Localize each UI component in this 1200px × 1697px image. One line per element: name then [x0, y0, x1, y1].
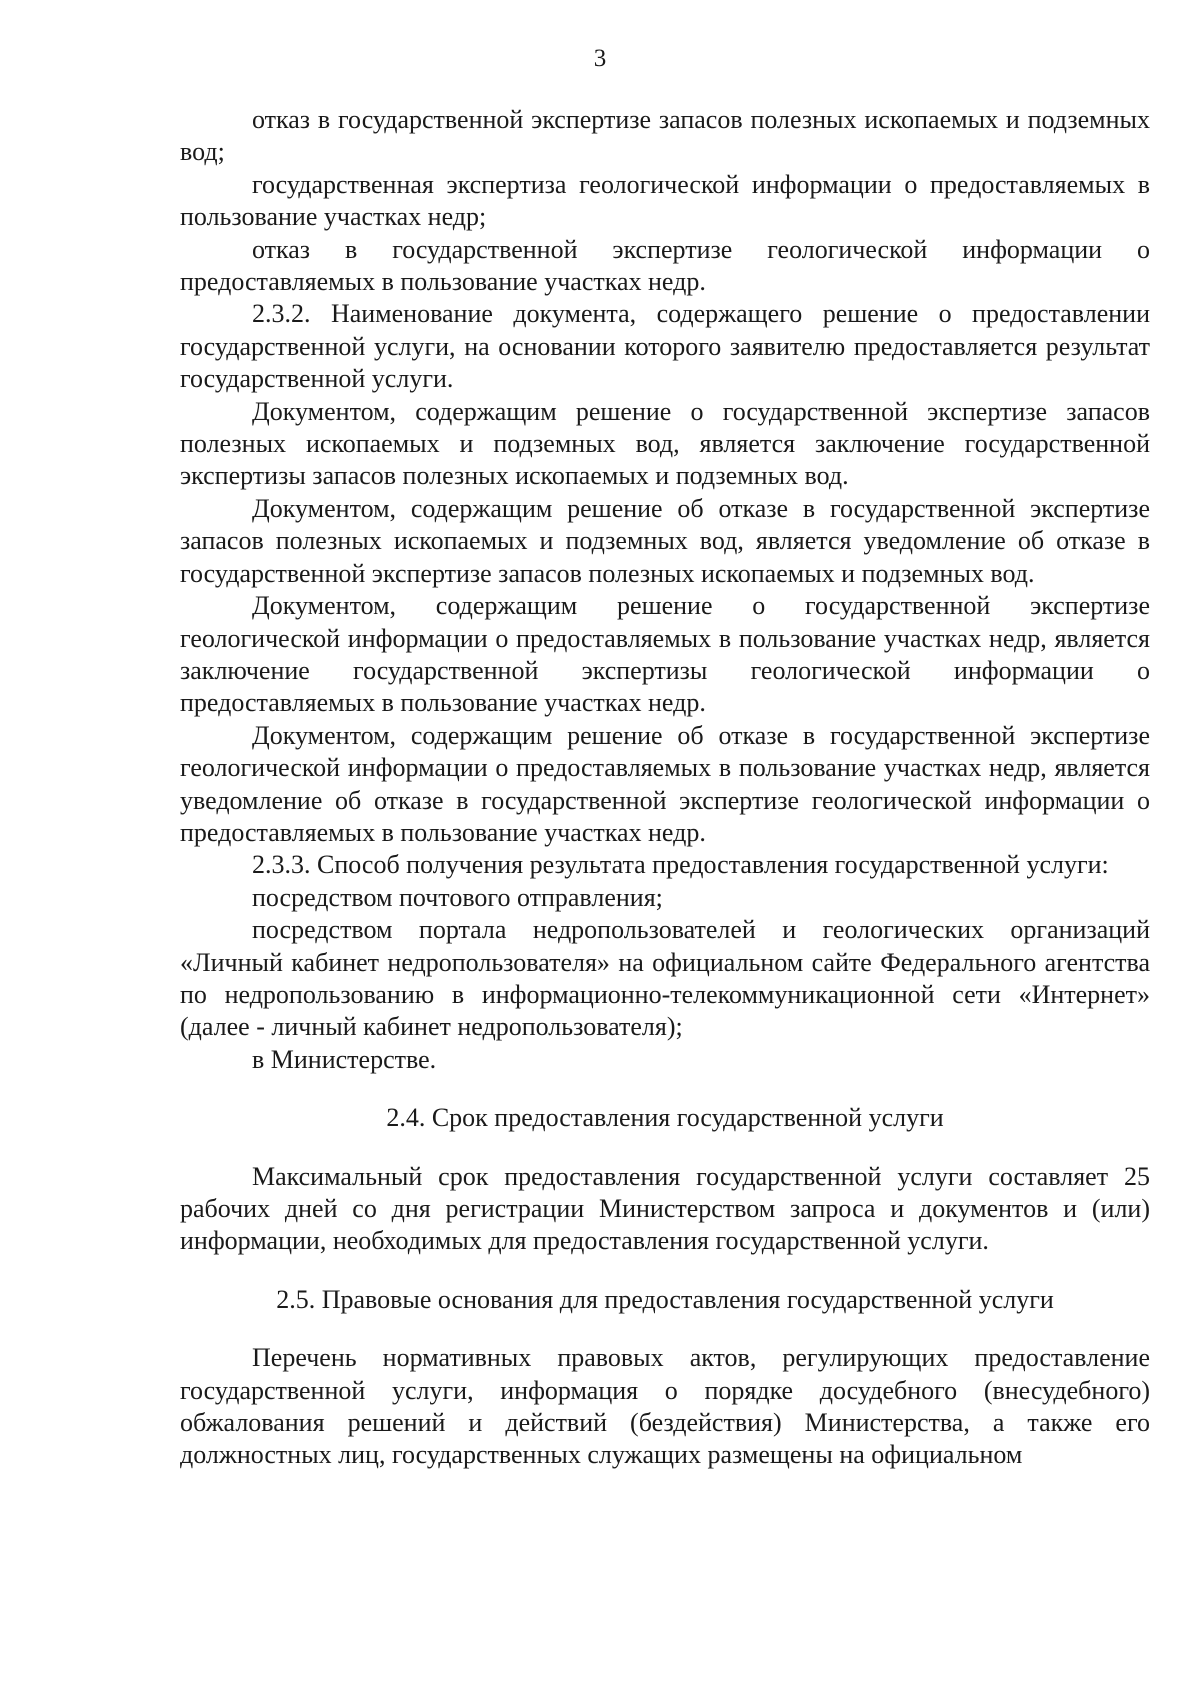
paragraph: посредством портала недропользователей и геологических организаций «Личный кабинет недропользователя» на официальном сайте Федерального агентства по недропользованию в информационно-телекоммуникационной сети «Интернет» (далее - личный кабинет недропользователя); — [180, 915, 1150, 1042]
section-heading-2-5: 2.5. Правовые основания для предоставления государственной услуги — [276, 1284, 1054, 1314]
paragraph: 2.3.2. Наименование документа, содержащего решение о предоставлении государственной услуги, на основании которого заявителю предоставляется результат государственной услуги. — [180, 299, 1150, 394]
paragraph: Максимальный срок предоставления государственной услуги составляет 25 рабочих дней со дня регистрации Министерством запроса и документов и (или) информации, необходимых для предоставления государственной услуги. — [180, 1161, 1150, 1256]
paragraph: отказ в государственной экспертизе запасов полезных ископаемых и подземных вод; — [180, 105, 1150, 167]
paragraph: отказ в государственной экспертизе геологической информации о предоставляемых в пользование участках недр. — [180, 234, 1150, 297]
paragraph: 2.3.3. Способ получения результата предоставления государственной услуги: — [252, 850, 1109, 880]
section-heading-2-4: 2.4. Срок предоставления государственной услуги — [386, 1103, 944, 1133]
paragraph: государственная экспертиза геологической информации о предоставляемых в пользование участках недр; — [180, 169, 1150, 232]
paragraph: Документом, содержащим решение о государственной экспертизе геологической информации о предоставляемых в пользование участках недр, является заключение государственной экспертизы геологической информации о предоставляемых в пользование участках недр. — [180, 591, 1150, 718]
document-body — [180, 104, 1150, 1472]
paragraph: в Министерстве. — [252, 1044, 437, 1074]
paragraph: посредством почтового отправления; — [252, 882, 663, 912]
page-number: 3 — [593, 45, 607, 72]
paragraph: Документом, содержащим решение об отказе в государственной экспертизе запасов полезных ископаемых и подземных вод, является уведомление об отказе в государственной экспертизе запасов полезных ископаемых и подземных вод. — [180, 493, 1150, 588]
paragraph: Перечень нормативных правовых актов, регулирующих предоставление государственной услуги, информация о порядке досудебного (внесудебного) обжалования решений и действий (бездействия) Министерства, а также его должностных лиц, государственных служащих размещены на официальном — [180, 1343, 1150, 1470]
paragraph: Документом, содержащим решение об отказе в государственной экспертизе геологической информации о предоставляемых в пользование участках недр, является уведомление об отказе в государственной экспертизе геологической информации о предоставляемых в пользование участках недр. — [180, 720, 1150, 847]
paragraph: Документом, содержащим решение о государственной экспертизе запасов полезных ископаемых и подземных вод, является заключение государственной экспертизы запасов полезных ископаемых и подземных вод. — [180, 396, 1150, 491]
